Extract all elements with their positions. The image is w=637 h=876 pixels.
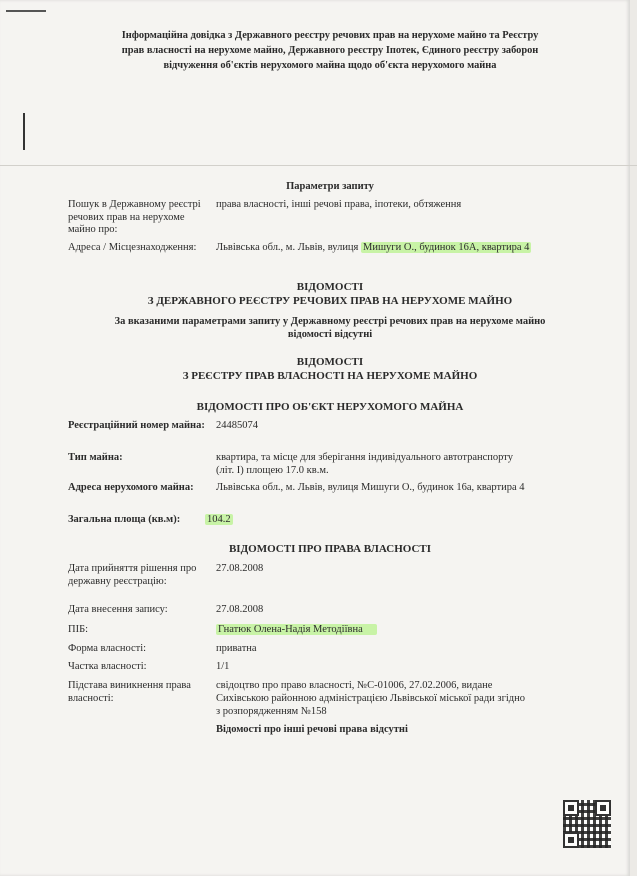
qr-code — [563, 800, 611, 848]
entry-date-label: Дата внесення запису: — [68, 604, 168, 615]
scan-mark — [23, 113, 25, 150]
property-type-label: Тип майна: — [68, 452, 123, 463]
section2-subtitle: З РЕЄСТРУ ПРАВ ВЛАСНОСТІ НА НЕРУХОМЕ МАЙНО — [182, 370, 478, 382]
ownership-title: ВІДОМОСТІ ПРО ПРАВА ВЛАСНОСТІ — [228, 543, 432, 555]
owner-name-value — [216, 624, 596, 637]
query-title: Параметри запиту — [286, 181, 374, 192]
ownership-form-label: Форма власності: — [68, 643, 147, 654]
section1-note-2: відомості відсутні — [287, 329, 373, 340]
address-label: Адреса / Місцезнаходження: — [68, 242, 197, 253]
search-value: права власності, інші речові права, іпотеки, обтяження — [216, 199, 462, 210]
reg-number-label: Реєстраційний номер майна: — [68, 420, 205, 431]
other-rights-note: Відомості про інші речові права відсутні — [216, 724, 408, 735]
header-line-1: Інформаційна довідка з Державного реєстру речових прав на нерухоме майно та Реєстру — [121, 30, 539, 41]
decision-date-label: Дата прийняття рішення про державну реєстрацію: — [68, 563, 197, 587]
qr-finder — [595, 800, 611, 816]
address-value-part: Львівська обл., м. Львів, вулиця — [216, 242, 362, 253]
fold-line — [0, 165, 637, 166]
ownership-share-label: Частка власності: — [68, 661, 147, 672]
total-area-highlight: 104.2 — [207, 514, 231, 525]
property-type-value-2: (літ. І) площею 17.0 кв.м. — [216, 465, 329, 476]
total-area-label: Загальна площа (кв.м): — [68, 514, 181, 525]
ownership-basis-value-2: Сихівською районною адміністрацією Львівської міської ради згідно — [216, 693, 526, 704]
owner-name-label: ПІБ: — [68, 624, 89, 635]
section1-subtitle: З ДЕРЖАВНОГО РЕЄСТРУ РЕЧОВИХ ПРАВ НА НЕРУХОМЕ МАЙНО — [147, 295, 513, 307]
property-type-value: квартира, та місце для зберігання індивідуального автотранспорту — [216, 452, 513, 463]
section1-note: За вказаними параметрами запиту у Державному реєстрі речових прав на нерухоме майно — [114, 316, 546, 327]
search-label: Пошук в Державному реєстрі речових прав на нерухоме майно про: — [68, 199, 201, 235]
address-highlight: Мишуги О., будинок 16А, квартира 4 — [363, 242, 530, 253]
decision-date-value: 27.08.2008 — [216, 563, 264, 574]
section1-title: ВІДОМОСТІ — [296, 281, 364, 293]
entry-date-value: 27.08.2008 — [216, 604, 264, 615]
qr-finder — [563, 832, 579, 848]
property-address-value: Львівська обл., м. Львів, вулиця Мишуги О., будинок 16а, квартира 4 — [216, 482, 525, 493]
owner-name-highlight: Гнатюк Олена-Надія Методіївна — [216, 624, 377, 635]
ownership-basis-value-3: з розпорядженням №158 — [216, 706, 327, 717]
header-line-3: відчуження об'єктів нерухомого майна щодо об'єкта нерухомого майна — [163, 60, 497, 71]
object-title: ВІДОМОСТІ ПРО ОБ'ЄКТ НЕРУХОМОГО МАЙНА — [196, 401, 464, 413]
property-address-label: Адреса нерухомого майна: — [68, 482, 194, 493]
reg-number-value: 24485074 — [216, 420, 258, 431]
header-line-2: прав власності на нерухоме майно, Державного реєстру Іпотек, Єдиного реєстру заборон — [121, 45, 539, 56]
total-area-value — [205, 514, 585, 527]
qr-finder — [563, 800, 579, 816]
ownership-basis-value: свідоцтво про право власності, №С-01006, 27.02.2006, видане — [216, 680, 493, 691]
ownership-share-value: 1/1 — [216, 661, 230, 672]
address-value — [216, 242, 596, 255]
ownership-form-value: приватна — [216, 643, 257, 654]
document-header — [70, 28, 590, 73]
scan-mark — [6, 10, 46, 12]
ownership-basis-label: Підстава виникнення права власності: — [68, 680, 191, 704]
section2-title: ВІДОМОСТІ — [296, 356, 364, 368]
